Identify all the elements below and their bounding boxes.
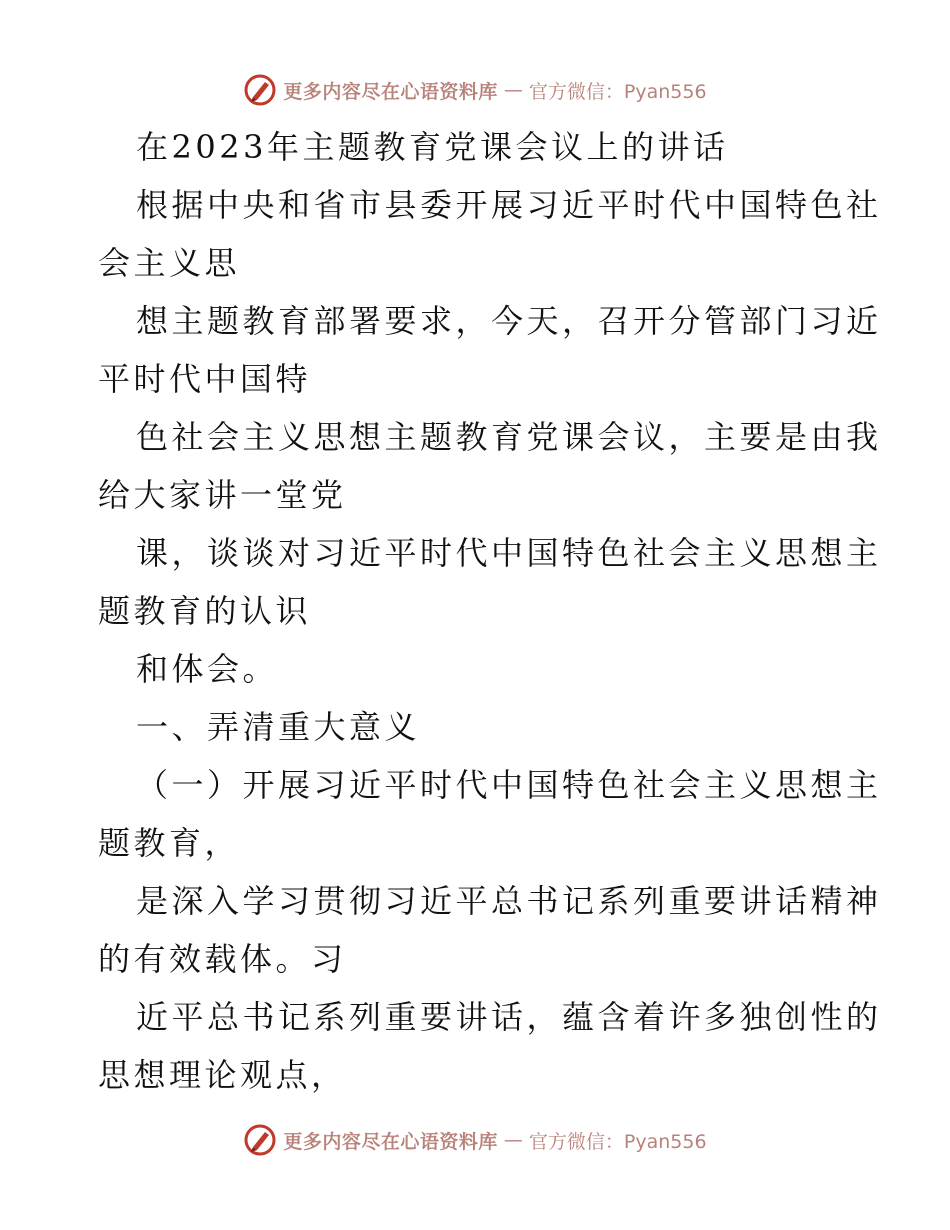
document-body bbox=[98, 118, 882, 1104]
pen-logo-icon bbox=[243, 1123, 277, 1157]
watermark-brand: 更多内容尽在心语资料库 bbox=[283, 80, 498, 103]
doc-line: 近平总书记系列重要讲话，蕴含着许多独创性的 bbox=[136, 998, 882, 1036]
doc-line: 根据中央和省市县委开展习近平时代中国特色社 bbox=[136, 186, 882, 224]
doc-line: 思想理论观点， bbox=[98, 1056, 347, 1094]
watermark-contact: 官方微信：Pyan556 bbox=[528, 1130, 707, 1153]
doc-line: 在2023年主题教育党课会议上的讲话 bbox=[136, 128, 729, 166]
doc-line: 色社会主义思想主题教育党课会议，主要是由我 bbox=[136, 418, 882, 456]
doc-line: 会主义思 bbox=[98, 244, 241, 282]
watermark-separator: — bbox=[503, 79, 523, 101]
watermark-separator: — bbox=[503, 1129, 523, 1151]
watermark-brand: 更多内容尽在心语资料库 bbox=[283, 1130, 498, 1153]
doc-line: 课，谈谈对习近平时代中国特色社会主义思想主 bbox=[136, 534, 882, 572]
doc-line: （一）开展习近平时代中国特色社会主义思想主 bbox=[136, 766, 882, 804]
doc-line: 题教育， bbox=[98, 824, 241, 862]
doc-line: 平时代中国特 bbox=[98, 360, 312, 398]
doc-line: 题教育的认识 bbox=[98, 592, 312, 630]
footer-watermark bbox=[0, 1120, 950, 1160]
doc-line: 的有效载体。习 bbox=[98, 940, 347, 978]
watermark-contact: 官方微信：Pyan556 bbox=[528, 80, 707, 103]
doc-line: 和体会。 bbox=[136, 650, 279, 688]
header-watermark bbox=[0, 70, 950, 110]
pen-logo-icon bbox=[243, 73, 277, 107]
section-heading: 一、弄清重大意义 bbox=[136, 708, 421, 746]
doc-line: 是深入学习贯彻习近平总书记系列重要讲话精神 bbox=[136, 882, 882, 920]
doc-line: 想主题教育部署要求，今天，召开分管部门习近 bbox=[136, 302, 882, 340]
doc-line: 给大家讲一堂党 bbox=[98, 476, 347, 514]
